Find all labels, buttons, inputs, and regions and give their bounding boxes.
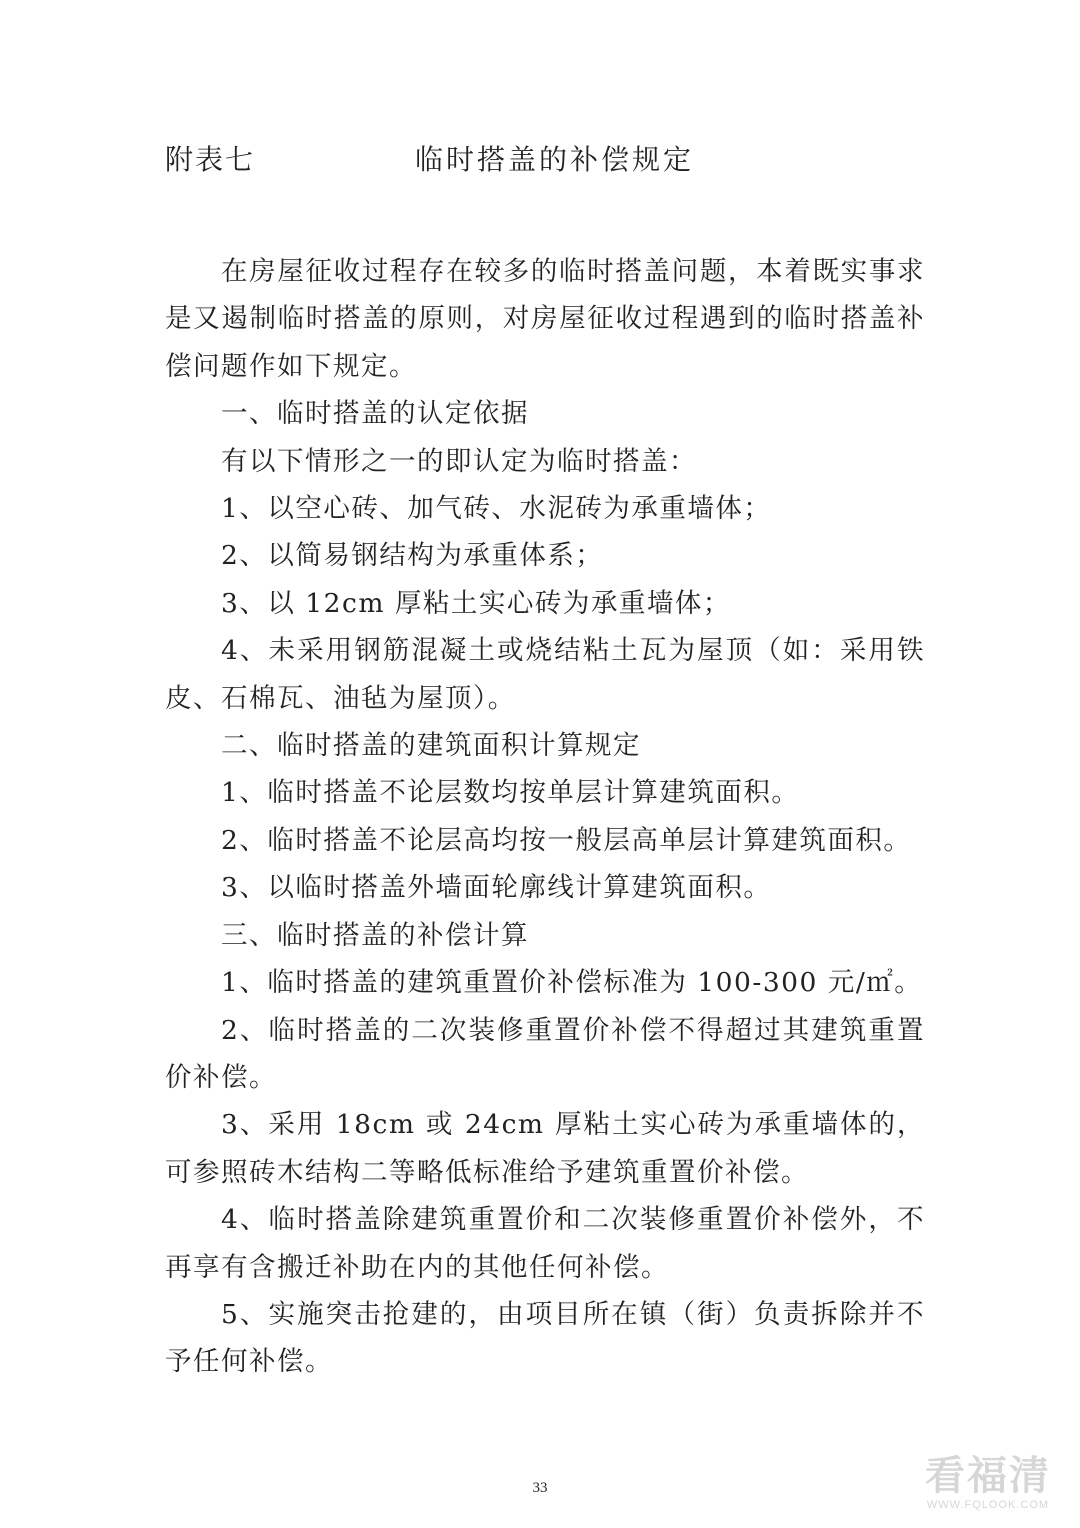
appendix-label: 附表七 [165,143,256,176]
list-item: 5、实施突击抢建的，由项目所在镇（街）负责拆除并不予任何补偿。 [165,1298,925,1378]
document-body [165,248,925,1386]
list-item: 3、以临时搭盖外墙面轮廓线计算建筑面积。 [221,872,772,904]
paragraph: 有以下情形之一的即认定为临时搭盖： [221,445,697,477]
page-number: 33 [532,1480,548,1496]
section-heading-1: 一、临时搭盖的认定依据 [221,398,529,430]
list-item: 4、未采用钢筋混凝土或烧结粘土瓦为屋顶（如：采用铁皮、石棉瓦、油毡为屋顶）。 [165,635,925,714]
list-item: 2、临时搭盖的二次装修重置价补偿不得超过其建筑重置价补偿。 [165,1014,925,1093]
list-item: 1、临时搭盖的建筑重置价补偿标准为 100-300 元/㎡。 [221,967,923,999]
list-item: 2、以简易钢结构为承重体系； [221,540,604,572]
list-item: 3、采用 18cm 或 24cm 厚粘土实心砖为承重墙体的，可参照砖木结构二等略低标准给予建筑重置价补偿。 [165,1109,925,1188]
intro-paragraph: 在房屋征收过程存在较多的临时搭盖问题，本着既实事求是又遏制临时搭盖的原则，对房屋征收过程遇到的临时搭盖补偿问题作如下规定。 [165,256,925,382]
list-item: 1、临时搭盖不论层数均按单层计算建筑面积。 [221,777,800,809]
list-item: 1、以空心砖、加气砖、水泥砖为承重墙体； [221,493,772,525]
watermark-brand: 看福清 [925,1453,1051,1499]
watermark-logo [918,1454,1058,1512]
list-item: 3、以 12cm 厚粘土实心砖为承重墙体； [221,587,731,619]
section-heading-3: 三、临时搭盖的补偿计算 [221,919,529,951]
section-heading-2: 二、临时搭盖的建筑面积计算规定 [221,730,641,762]
document-heading [165,138,925,182]
watermark-url: WWW.FQLOOK.COM [926,1499,1050,1511]
list-item: 4、临时搭盖除建筑重置价和二次装修重置价补偿外，不再享有含搬迁补助在内的其他任何补偿。 [165,1204,925,1283]
document-title: 临时搭盖的补偿规定 [415,143,695,176]
list-item: 2、临时搭盖不论层高均按一般层高单层计算建筑面积。 [221,824,912,856]
